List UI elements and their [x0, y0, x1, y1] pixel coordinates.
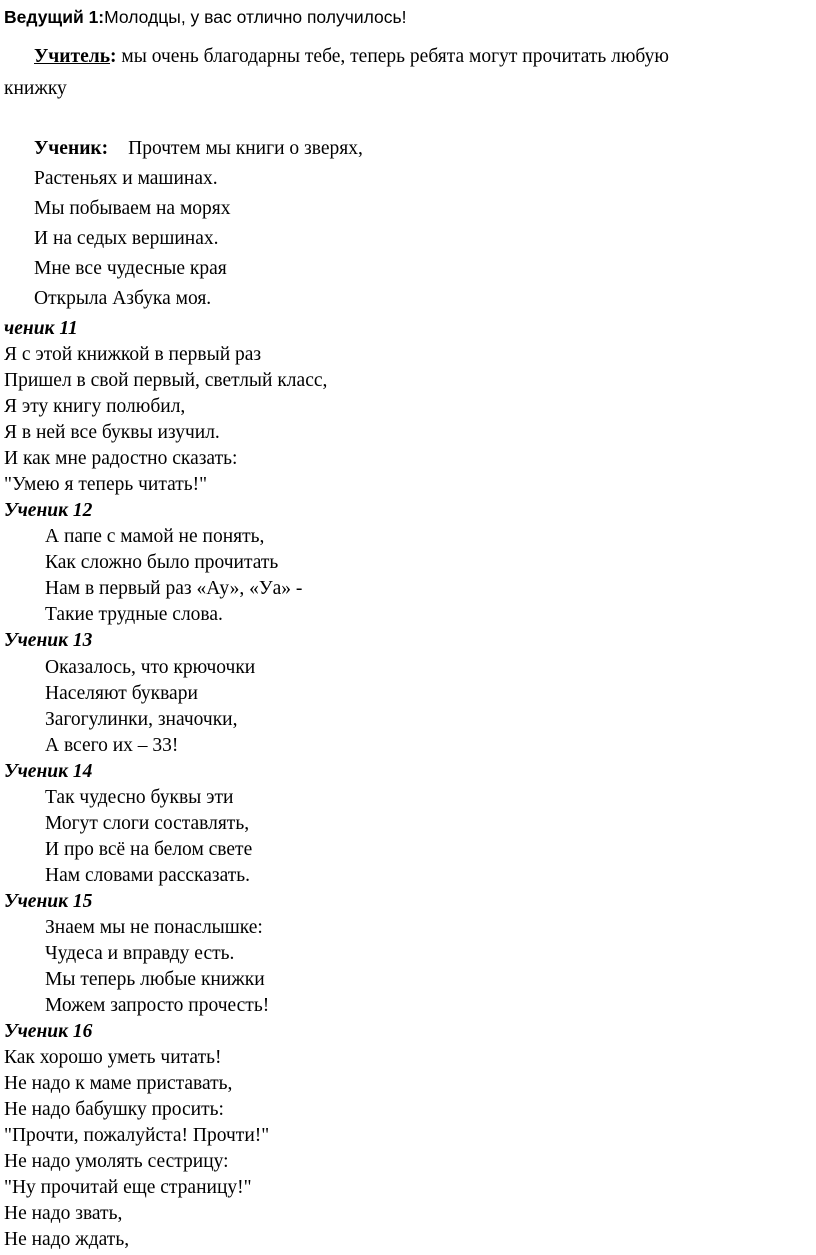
- verse-line: Нам словами рассказать.: [45, 865, 251, 886]
- teacher-text: мы очень благодарны тебе, теперь ребята могут прочитать любую: [116, 46, 669, 67]
- verse-line: Не надо к маме приставать,: [4, 1073, 233, 1094]
- verse-line: А всего их – 33!: [45, 735, 179, 756]
- verse-line: Открыла Азбука моя.: [34, 288, 212, 309]
- verse-line: Я с этой книжкой в первый раз: [4, 344, 262, 365]
- verse-line: Можем запросто прочесть!: [45, 995, 270, 1016]
- verse-line: Нам в первый раз «Ау», «Уа» -: [45, 578, 303, 599]
- verse-line: Мне все чудесные края: [34, 258, 227, 279]
- verse-line: Такие трудные слова.: [45, 604, 223, 625]
- verse-line: Чудеса и вправду есть.: [45, 943, 235, 964]
- verse-line: Я эту книгу полюбил,: [4, 396, 186, 417]
- verse-line: Не надо звать,: [4, 1203, 123, 1224]
- verse-line: Не надо ждать,: [4, 1229, 130, 1250]
- verse-line: Не надо бабушку просить:: [4, 1099, 224, 1120]
- verse-line: "Прочти, пожалуйста! Прочти!": [4, 1125, 270, 1146]
- teacher-line: [34, 45, 669, 69]
- verse-line: Оказалось, что крючочки: [45, 657, 256, 678]
- verse-line: Так чудесно буквы эти: [45, 787, 234, 808]
- verse-line: "Ну прочитай еще страницу!": [4, 1177, 252, 1198]
- verse-line: Пришел в свой первый, светлый класс,: [4, 370, 328, 391]
- verse-line: Как сложно было прочитать: [45, 552, 279, 573]
- teacher-colon: :: [110, 46, 117, 67]
- verse-line: А папе с мамой не понять,: [45, 526, 265, 547]
- verse-line: Как хорошо уметь читать!: [4, 1047, 222, 1068]
- verse-line: "Умею я теперь читать!": [4, 474, 208, 495]
- verse-line: Загогулинки, значочки,: [45, 709, 238, 730]
- student-first-text: Прочтем мы книги о зверях,: [128, 138, 363, 159]
- student-15-label: Ученик 15: [4, 891, 93, 912]
- verse-line: Растеньях и машинах.: [34, 168, 218, 189]
- verse-line: Я в ней все буквы изучил.: [4, 422, 220, 443]
- student-11-label: ченик 11: [4, 318, 78, 339]
- verse-line: Населяют буквари: [45, 683, 198, 704]
- teacher-label: Учитель: [34, 46, 111, 67]
- host-label: Ведущий 1:: [4, 7, 105, 27]
- student-14-label: Ученик 14: [4, 761, 93, 782]
- verse-line: Мы теперь любые книжки: [45, 969, 265, 990]
- verse-line: Мы побываем на морях: [34, 198, 231, 219]
- student-first-label: Ученик:: [34, 138, 109, 159]
- verse-line: И как мне радостно сказать:: [4, 448, 238, 469]
- verse-line: Могут слоги составлять,: [45, 813, 250, 834]
- verse-line: И про всё на белом свете: [45, 839, 253, 860]
- host-line: [4, 5, 407, 29]
- student-13-label: Ученик 13: [4, 630, 93, 651]
- teacher-line-2: книжку: [4, 78, 67, 99]
- host-text: Молодцы, у вас отлично получилось!: [104, 7, 407, 27]
- student-first-line-1: [34, 137, 363, 161]
- student-12-label: Ученик 12: [4, 500, 93, 521]
- verse-line: Не надо умолять сестрицу:: [4, 1151, 229, 1172]
- student-16-label: Ученик 16: [4, 1021, 93, 1042]
- verse-line: И на седых вершинах.: [34, 228, 219, 249]
- verse-line: Знаем мы не понаслышке:: [45, 917, 263, 938]
